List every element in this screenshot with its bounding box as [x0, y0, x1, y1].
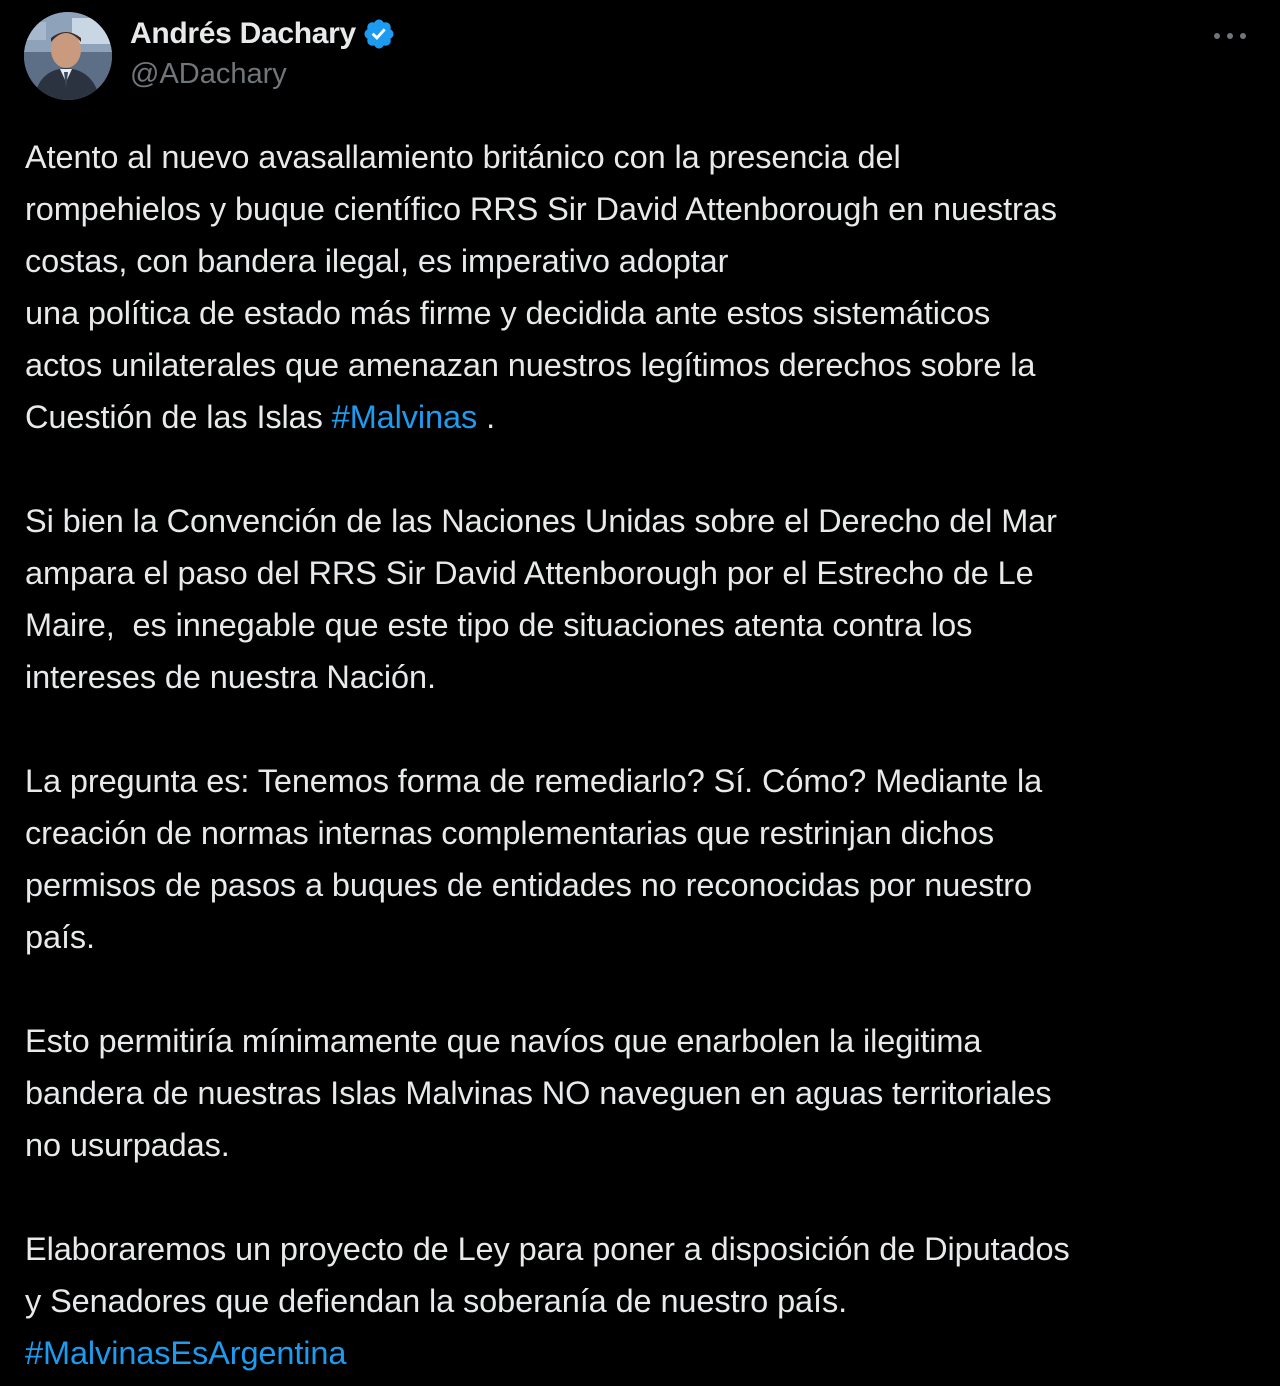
tweet-line: Si bien la Convención de las Naciones Unidas sobre el Derecho del Mar: [25, 503, 1057, 539]
profile-photo-icon: [24, 12, 112, 100]
tweet-line: no usurpadas.: [25, 1127, 230, 1163]
tweet-line: costas, con bandera ilegal, es imperativo adoptar: [25, 243, 729, 279]
tweet-line: Elaboraremos un proyecto de Ley para poner a disposición de Diputados: [25, 1231, 1070, 1267]
tweet-line: y Senadores que defiendan la soberanía de nuestro país.: [25, 1283, 848, 1319]
tweet-line: [25, 391, 1260, 443]
hashtag-malvinasesargentina-link[interactable]: #MalvinasEsArgentina: [25, 1335, 347, 1371]
author-identity: [130, 14, 396, 91]
paragraph-gap: [25, 703, 1260, 755]
tweet-line: La pregunta es: Tenemos forma de remediarlo? Sí. Cómo? Mediante la: [25, 763, 1043, 799]
hashtag-malvinas-link[interactable]: #Malvinas: [331, 399, 478, 435]
more-horizontal-icon: [1212, 31, 1248, 41]
author-handle[interactable]: @ADachary: [130, 58, 287, 90]
tweet-line: Esto permitiría mínimamente que navíos que enarbolen la ilegitima: [25, 1023, 982, 1059]
tweet-line: creación de normas internas complementarias que restrinjan dichos: [25, 815, 994, 851]
paragraph-gap: [25, 963, 1260, 1015]
tweet-line: ampara el paso del RRS Sir David Attenborough por el Estrecho de Le: [25, 555, 1034, 591]
tweet-line: intereses de nuestra Nación.: [25, 659, 436, 695]
tweet-line: actos unilaterales que amenazan nuestros legítimos derechos sobre la: [25, 347, 1036, 383]
tweet-header: [24, 10, 1256, 100]
paragraph-gap: [25, 1171, 1260, 1223]
tweet-line: bandera de nuestras Islas Malvinas NO naveguen en aguas territoriales: [25, 1075, 1052, 1111]
name-row: [130, 14, 396, 54]
more-options-button[interactable]: [1204, 16, 1256, 56]
tweet-line: Atento al nuevo avasallamiento británico con la presencia del: [25, 139, 901, 175]
tweet-line: [25, 1327, 1260, 1379]
avatar[interactable]: [24, 12, 112, 100]
paragraph-gap: [25, 443, 1260, 495]
tweet-line-text: Cuestión de las Islas: [25, 399, 332, 435]
tweet-line: Maire, es innegable que este tipo de situaciones atenta contra los: [25, 607, 973, 643]
tweet-line: país.: [25, 919, 95, 955]
tweet-line-text: .: [477, 399, 495, 435]
author-display-name[interactable]: Andrés Dachary: [130, 17, 356, 50]
tweet-line: una política de estado más firme y decidida ante estos sistemáticos: [25, 295, 991, 331]
tweet-line: rompehielos y buque científico RRS Sir David Attenborough en nuestras: [25, 191, 1057, 227]
verified-badge-icon[interactable]: [362, 17, 396, 51]
tweet-text: [25, 131, 1260, 1379]
tweet-line: permisos de pasos a buques de entidades no reconocidas por nuestro: [25, 867, 1032, 903]
